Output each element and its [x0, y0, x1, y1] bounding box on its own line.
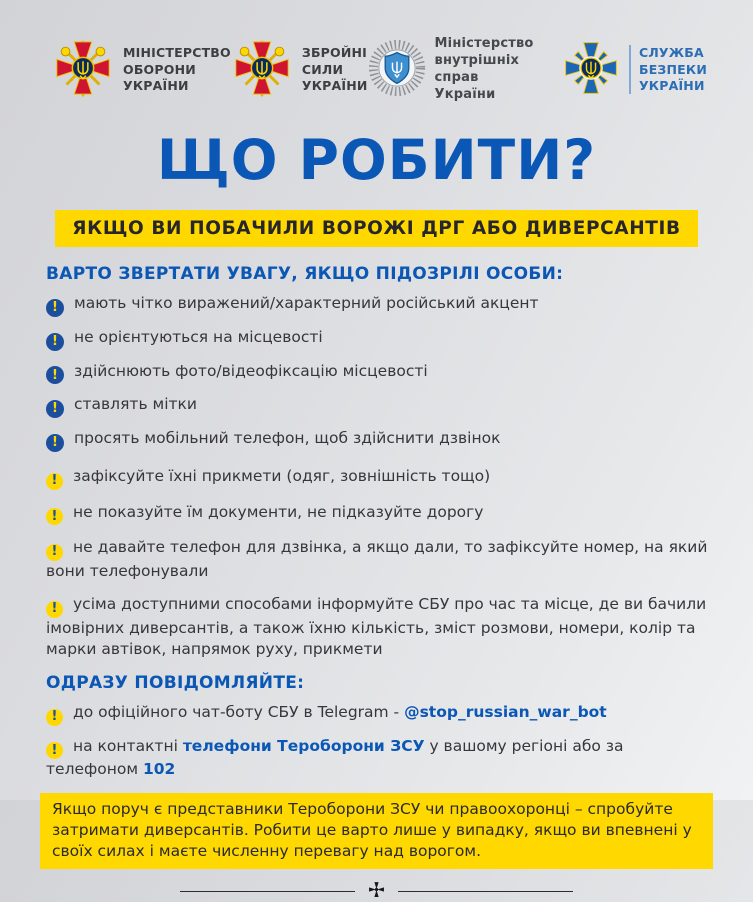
- actions-list: [46, 466, 713, 660]
- plain-text: у вашому регіоні або за телефоном: [46, 736, 624, 779]
- list-item-text: [73, 703, 607, 721]
- list-item-text: усіма доступними способами інформуйте СБУ про час та місце, де ви бачили імовірних диверсантів, а також їхню кількість, зміст розмови, номери, колір та марки автівок, напрямок руху, прикмети: [46, 595, 707, 659]
- highlighted-text: телефони Тероборони ЗСУ: [182, 736, 425, 755]
- list-item-text: не давайте телефон для дзвінка, а якщо дали, то зафіксуйте номер, на який вони телефонували: [46, 538, 708, 580]
- exclamation-icon: !: [46, 333, 64, 351]
- exclamation-icon: !: [46, 709, 63, 726]
- list-item: [46, 361, 713, 385]
- subtitle-banner: ЯКЩО ВИ ПОБАЧИЛИ ВОРОЖІ ДРГ АБО ДИВЕРСАНТІВ: [55, 210, 698, 247]
- list-item: [46, 702, 713, 725]
- report-section-heading: ОДРАЗУ ПОВІДОМЛЯЙТЕ:: [46, 673, 305, 694]
- logo-label: Міністерство внутрішніх справ України: [434, 36, 534, 102]
- divider-rule: [180, 891, 355, 892]
- list-item-text: просять мобільний телефон, щоб здійснити дзвінок: [74, 429, 501, 448]
- list-item-text: мають чітко виражений/характерний російський акцент: [74, 293, 539, 312]
- signs-list: [46, 293, 713, 453]
- exclamation-icon: !: [46, 601, 63, 618]
- report-list: [46, 702, 713, 780]
- exclamation-icon: !: [46, 400, 64, 418]
- logo-security-service: [562, 39, 707, 101]
- list-item: [46, 394, 713, 418]
- list-item-text: ставлять мітки: [74, 395, 197, 414]
- footer-divider: [0, 881, 753, 902]
- security-service-emblem-icon: [562, 39, 620, 101]
- logo-label: СЛУЖБА БЕЗПЕКИ УКРАЇНИ: [629, 45, 707, 94]
- plain-text: на контактні: [73, 736, 183, 755]
- internal-affairs-emblem-icon: [368, 39, 426, 101]
- list-item-text: здійснюють фото/відеофіксацію місцевості: [74, 361, 428, 380]
- content: [0, 264, 753, 781]
- list-item-text: зафіксуйте їхні прикмети (одяг, зовнішність тощо): [73, 467, 491, 486]
- logo-ministry-of-defence: [52, 37, 231, 103]
- maltese-cross-icon: [368, 881, 385, 902]
- highlighted-text: 102: [142, 760, 176, 779]
- exclamation-icon: !: [46, 742, 63, 759]
- list-item: [46, 466, 713, 489]
- armed-forces-emblem-icon: [231, 37, 293, 103]
- divider-rule: [398, 891, 573, 892]
- header: [0, 0, 753, 104]
- exclamation-icon: !: [46, 434, 64, 452]
- logo-ministry-internal-affairs: [368, 36, 562, 104]
- list-item-text: [46, 737, 624, 778]
- exclamation-icon: !: [46, 508, 63, 525]
- exclamation-icon: !: [46, 473, 63, 490]
- list-item: [46, 327, 713, 351]
- logo-armed-forces: [231, 37, 368, 103]
- warning-note: Якщо поруч є представники Тероборони ЗСУ чи правоохоронці – спробуйте затримати диверсантів. Робити це варто лише у випадку, якщо ви впевнені у своїх силах і маєте численну перевагу над ворогом.: [40, 793, 713, 870]
- highlighted-text: @stop_russian_war_bot: [404, 703, 607, 722]
- signs-section-heading: ВАРТО ЗВЕРТАТИ УВАГУ, ЯКЩО ПІДОЗРІЛІ ОСОБИ:: [46, 263, 564, 284]
- ministry-of-defence-emblem-icon: [52, 37, 114, 103]
- list-item: [46, 537, 713, 582]
- plain-text: до офіційного чат-боту СБУ в Telegram -: [73, 703, 405, 722]
- list-item: [46, 428, 713, 452]
- page-title: ЩО РОБИТИ?: [156, 127, 597, 192]
- list-item: [46, 502, 713, 525]
- exclamation-icon: !: [46, 544, 63, 561]
- list-item: [46, 736, 713, 781]
- exclamation-icon: !: [46, 299, 64, 317]
- exclamation-icon: !: [46, 366, 64, 384]
- list-item: [46, 594, 713, 660]
- list-item: [46, 293, 713, 317]
- logo-label: МІНІСТЕРСТВО ОБОРОНИ УКРАЇНИ: [123, 45, 231, 93]
- logo-label: ЗБРОЙНІ СИЛИ УКРАЇНИ: [301, 45, 368, 93]
- list-item-text: не показуйте їм документи, не підказуйте дорогу: [73, 502, 484, 521]
- list-item-text: не орієнтуються на місцевості: [74, 327, 323, 346]
